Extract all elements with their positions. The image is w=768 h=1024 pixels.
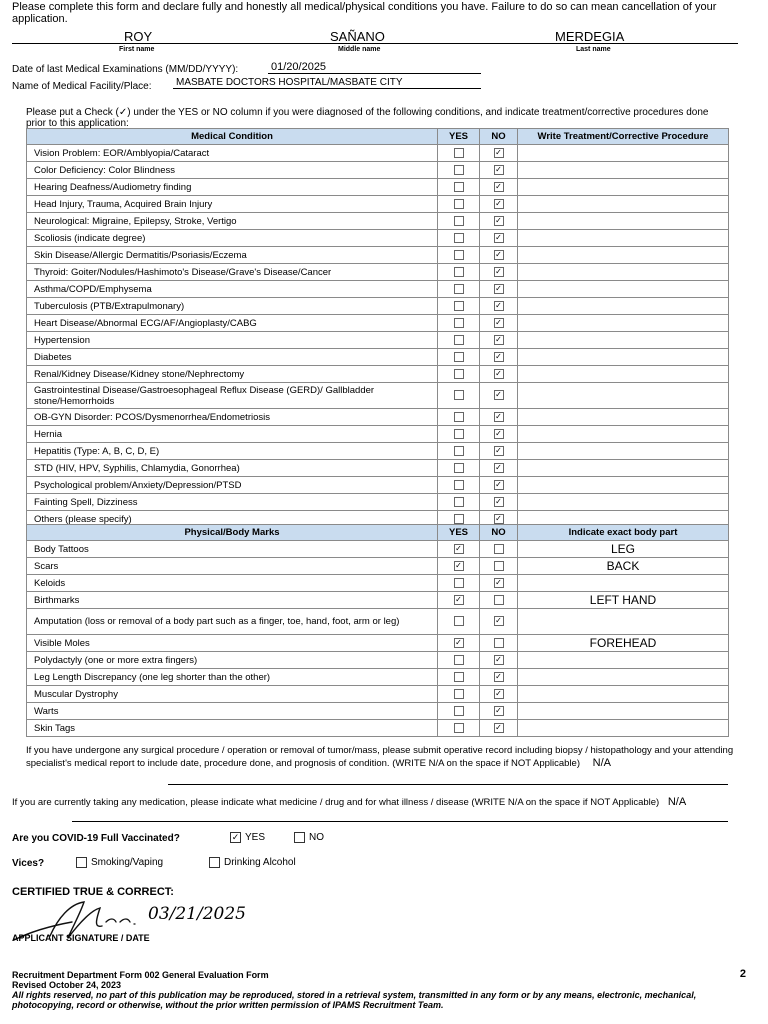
condition-no-checkbox[interactable]: ✓	[495, 479, 502, 489]
condition-note[interactable]	[518, 179, 729, 196]
covid-no-option[interactable]	[294, 832, 324, 843]
body-mark-yes-checkbox[interactable]	[454, 578, 464, 588]
table-row	[27, 494, 729, 511]
last-name-label: Last name	[576, 46, 611, 53]
table-row	[27, 213, 729, 230]
condition-no-checkbox[interactable]: ✓	[495, 317, 502, 327]
condition-note[interactable]	[518, 366, 729, 383]
body-mark-note[interactable]	[518, 669, 729, 686]
body-mark-yes-checkbox[interactable]	[454, 616, 464, 626]
body-mark-note[interactable]	[518, 575, 729, 592]
condition-yes-checkbox[interactable]	[454, 318, 464, 328]
condition-no-cell	[480, 196, 518, 213]
table-row	[27, 349, 729, 366]
header-body-part: Indicate exact body part	[518, 525, 729, 541]
condition-label: Thyroid: Goiter/Nodules/Hashimoto's Disease/Grave's Disease/Cancer	[27, 264, 438, 281]
body-mark-no-checkbox[interactable]: ✓	[495, 671, 502, 681]
table-row	[27, 592, 729, 609]
footer	[12, 970, 752, 1010]
footer-revised: Revised October 24, 2023	[12, 980, 122, 990]
condition-yes-cell	[438, 460, 480, 477]
body-mark-yes-cell	[438, 635, 480, 652]
condition-note[interactable]	[518, 264, 729, 281]
table-row	[27, 298, 729, 315]
condition-note[interactable]	[518, 213, 729, 230]
condition-label: Scoliosis (indicate degree)	[27, 230, 438, 247]
condition-yes-cell	[438, 230, 480, 247]
first-name-label: First name	[119, 46, 155, 53]
body-mark-no-cell	[480, 652, 518, 669]
body-mark-note[interactable]: LEFT HAND	[518, 592, 729, 609]
condition-no-checkbox[interactable]: ✓	[495, 249, 502, 259]
condition-no-cell	[480, 426, 518, 443]
condition-note[interactable]	[518, 409, 729, 426]
condition-label: Renal/Kidney Disease/Kidney stone/Nephrectomy	[27, 366, 438, 383]
condition-note[interactable]	[518, 145, 729, 162]
condition-note[interactable]	[518, 460, 729, 477]
condition-no-cell	[480, 264, 518, 281]
covid-yes-label: YES	[245, 832, 266, 844]
body-mark-yes-cell	[438, 703, 480, 720]
smoking-checkbox[interactable]	[76, 857, 87, 868]
condition-no-checkbox[interactable]: ✓	[495, 334, 502, 344]
body-mark-yes-checkbox[interactable]	[454, 689, 464, 699]
condition-no-cell	[480, 179, 518, 196]
condition-note[interactable]	[518, 332, 729, 349]
body-mark-no-cell	[480, 558, 518, 575]
body-mark-label: Skin Tags	[27, 720, 438, 737]
condition-note[interactable]	[518, 383, 729, 409]
check-instructions: Please put a Check (✓) under the YES or NO column if you were diagnosed of the following conditions, and indicate treatment/corrective procedures done prior to this application:	[26, 107, 709, 129]
body-mark-label: Visible Moles	[27, 635, 438, 652]
condition-note[interactable]	[518, 247, 729, 264]
body-mark-yes-cell	[438, 558, 480, 575]
table-row	[27, 315, 729, 332]
body-mark-label: Amputation (loss or removal of a body part such as a finger, toe, hand, foot, arm or leg)	[27, 609, 438, 635]
body-mark-note[interactable]: FOREHEAD	[518, 635, 729, 652]
alcohol-label: Drinking Alcohol	[224, 857, 296, 869]
body-mark-yes-checkbox[interactable]: ✓	[455, 637, 462, 647]
condition-note[interactable]	[518, 196, 729, 213]
condition-yes-cell	[438, 349, 480, 366]
condition-yes-checkbox[interactable]	[454, 233, 464, 243]
vices-alcohol-option[interactable]	[209, 857, 296, 868]
condition-label: Others (please specify)	[27, 511, 438, 528]
condition-no-checkbox[interactable]: ✓	[495, 266, 502, 276]
facility-label: Name of Medical Facility/Place:	[12, 81, 152, 92]
body-mark-yes-checkbox[interactable]: ✓	[455, 560, 462, 570]
body-mark-yes-cell	[438, 541, 480, 558]
table-row	[27, 264, 729, 281]
condition-no-cell	[480, 494, 518, 511]
condition-no-checkbox[interactable]: ✓	[495, 215, 502, 225]
body-mark-no-cell	[480, 575, 518, 592]
condition-yes-cell	[438, 298, 480, 315]
body-mark-note[interactable]	[518, 609, 729, 635]
condition-yes-checkbox[interactable]	[454, 514, 464, 524]
body-mark-no-checkbox[interactable]	[494, 638, 504, 648]
condition-yes-cell	[438, 264, 480, 281]
medical-condition-table	[26, 128, 729, 528]
surgery-value[interactable]: N/A	[592, 757, 611, 769]
table-row	[27, 541, 729, 558]
condition-note[interactable]	[518, 349, 729, 366]
table-row	[27, 162, 729, 179]
condition-no-checkbox[interactable]: ✓	[495, 198, 502, 208]
page-number: 2	[739, 968, 746, 980]
exam-date-value[interactable]: 01/20/2025	[268, 61, 481, 74]
condition-no-checkbox[interactable]: ✓	[495, 513, 502, 523]
covid-no-label: NO	[309, 832, 324, 844]
condition-note[interactable]	[518, 162, 729, 179]
condition-no-checkbox[interactable]: ✓	[495, 411, 502, 421]
body-mark-no-checkbox[interactable]: ✓	[495, 688, 502, 698]
condition-no-checkbox[interactable]: ✓	[495, 496, 502, 506]
table-row	[27, 179, 729, 196]
body-mark-yes-cell	[438, 609, 480, 635]
table-row	[27, 558, 729, 575]
header-yes: YES	[438, 525, 480, 541]
table-row	[27, 703, 729, 720]
covid-question: Are you COVID-19 Full Vaccinated?	[12, 833, 180, 844]
table-row	[27, 383, 729, 409]
table-row	[27, 426, 729, 443]
first-name-value[interactable]: ROY	[124, 29, 153, 44]
body-mark-no-cell	[480, 592, 518, 609]
covid-yes-checkbox[interactable]: ✓	[231, 832, 240, 842]
table-row	[27, 669, 729, 686]
body-mark-label: Warts	[27, 703, 438, 720]
table-row	[27, 281, 729, 298]
condition-yes-checkbox[interactable]	[454, 352, 464, 362]
condition-label: Hernia	[27, 426, 438, 443]
table-row	[27, 652, 729, 669]
condition-yes-checkbox[interactable]	[454, 497, 464, 507]
condition-note[interactable]	[518, 477, 729, 494]
body-mark-yes-cell	[438, 669, 480, 686]
body-mark-yes-cell	[438, 686, 480, 703]
certified-heading: CERTIFIED TRUE & CORRECT:	[12, 886, 174, 898]
condition-no-cell	[480, 332, 518, 349]
condition-yes-cell	[438, 409, 480, 426]
footer-copyright: All rights reserved, no part of this publication may be reproduced, stored in a retrieval system, transmitted in any form or by any means, electronic, mechanical, photocopying, record or otherwise, without the prior written permission of IPAMS Recruitment Team.	[12, 990, 697, 1010]
surgery-text: If you have undergone any surgical procedure / operation or removal of tumor/mass, please submit operative record including biopsy / histopathology and your attending specialist's medical report to include date, procedure done, and prognosis of condition. (WRITE N/A on the space if NOT Applicable)	[26, 745, 734, 769]
table-row	[27, 686, 729, 703]
body-mark-no-cell	[480, 609, 518, 635]
table-row	[27, 230, 729, 247]
condition-no-cell	[480, 247, 518, 264]
table-row	[27, 635, 729, 652]
header-physical-marks: Physical/Body Marks	[27, 525, 438, 541]
condition-note[interactable]	[518, 315, 729, 332]
condition-label: Diabetes	[27, 349, 438, 366]
condition-no-cell	[480, 162, 518, 179]
body-mark-no-cell	[480, 686, 518, 703]
body-mark-no-cell	[480, 720, 518, 737]
condition-note[interactable]	[518, 494, 729, 511]
condition-label: Color Deficiency: Color Blindness	[27, 162, 438, 179]
alcohol-checkbox[interactable]	[209, 857, 220, 868]
condition-yes-checkbox[interactable]	[454, 446, 464, 456]
condition-yes-cell	[438, 213, 480, 230]
body-mark-no-checkbox[interactable]	[494, 544, 504, 554]
condition-yes-cell	[438, 332, 480, 349]
body-mark-no-checkbox[interactable]	[494, 561, 504, 571]
condition-label: Hearing Deafness/Audiometry finding	[27, 179, 438, 196]
condition-yes-checkbox[interactable]	[454, 148, 464, 158]
condition-yes-cell	[438, 366, 480, 383]
condition-no-checkbox[interactable]: ✓	[495, 283, 502, 293]
table-row	[27, 196, 729, 213]
covid-no-checkbox[interactable]	[294, 832, 305, 843]
condition-yes-cell	[438, 477, 480, 494]
middle-name-label: Middle name	[338, 46, 381, 53]
condition-yes-checkbox[interactable]	[454, 480, 464, 490]
condition-label: Tuberculosis (PTB/Extrapulmonary)	[27, 298, 438, 315]
condition-no-cell	[480, 383, 518, 409]
table-row	[27, 460, 729, 477]
condition-yes-cell	[438, 247, 480, 264]
condition-no-checkbox[interactable]: ✓	[495, 181, 502, 191]
body-mark-no-checkbox[interactable]	[494, 595, 504, 605]
condition-yes-checkbox[interactable]	[454, 335, 464, 345]
header-yes: YES	[438, 129, 480, 145]
table-row	[27, 409, 729, 426]
condition-note[interactable]	[518, 281, 729, 298]
table-row	[27, 609, 729, 635]
body-mark-yes-cell	[438, 575, 480, 592]
medication-text: If you are currently taking any medication, please indicate what medicine / drug and for what illness / disease (WRITE N/A on the space if NOT Applicable)	[12, 797, 660, 808]
condition-yes-checkbox[interactable]	[454, 369, 464, 379]
body-mark-label: Polydactyly (one or more extra fingers)	[27, 652, 438, 669]
condition-yes-checkbox[interactable]	[454, 429, 464, 439]
table-row	[27, 247, 729, 264]
condition-yes-checkbox[interactable]	[454, 165, 464, 175]
body-mark-no-checkbox[interactable]: ✓	[495, 722, 502, 732]
condition-yes-checkbox[interactable]	[454, 216, 464, 226]
condition-label: Skin Disease/Allergic Dermatitis/Psoriasis/Eczema	[27, 247, 438, 264]
body-mark-note[interactable]	[518, 720, 729, 737]
body-mark-yes-checkbox[interactable]: ✓	[455, 594, 462, 604]
condition-label: Psychological problem/Anxiety/Depression/PTSD	[27, 477, 438, 494]
condition-label: Asthma/COPD/Emphysema	[27, 281, 438, 298]
condition-label: Vision Problem: EOR/Amblyopia/Cataract	[27, 145, 438, 162]
condition-label: Fainting Spell, Dizziness	[27, 494, 438, 511]
condition-note[interactable]	[518, 443, 729, 460]
header-no: NO	[480, 129, 518, 145]
body-mark-note[interactable]: LEG	[518, 541, 729, 558]
table-row	[27, 145, 729, 162]
body-mark-yes-checkbox[interactable]	[454, 655, 464, 665]
last-name-value[interactable]: MERDEGIA	[555, 29, 625, 44]
body-mark-label: Scars	[27, 558, 438, 575]
body-mark-yes-checkbox[interactable]: ✓	[455, 543, 462, 553]
condition-label: Gastrointestinal Disease/Gastroesophageal Reflux Disease (GERD)/ Gallbladder stone/Hemorrhoids	[27, 383, 438, 409]
condition-yes-checkbox[interactable]	[454, 390, 464, 400]
condition-label: Head Injury, Trauma, Acquired Brain Injury	[27, 196, 438, 213]
body-mark-label: Muscular Dystrophy	[27, 686, 438, 703]
condition-no-cell	[480, 477, 518, 494]
table-row	[27, 477, 729, 494]
table-row	[27, 720, 729, 737]
body-mark-no-cell	[480, 669, 518, 686]
smoking-label: Smoking/Vaping	[91, 857, 164, 869]
condition-note[interactable]	[518, 298, 729, 315]
condition-yes-cell	[438, 443, 480, 460]
condition-yes-cell	[438, 145, 480, 162]
body-mark-no-checkbox[interactable]: ✓	[495, 616, 502, 626]
condition-no-checkbox[interactable]: ✓	[495, 368, 502, 378]
medication-value[interactable]: N/A	[667, 796, 687, 808]
condition-no-checkbox[interactable]: ✓	[495, 164, 502, 174]
condition-yes-cell	[438, 494, 480, 511]
condition-label: Heart Disease/Abnormal ECG/AF/Angioplasty/CABG	[27, 315, 438, 332]
body-mark-yes-cell	[438, 652, 480, 669]
condition-yes-checkbox[interactable]	[454, 267, 464, 277]
body-mark-yes-cell	[438, 720, 480, 737]
body-mark-no-checkbox[interactable]: ✓	[495, 705, 502, 715]
surgery-underline	[168, 784, 728, 785]
condition-yes-cell	[438, 426, 480, 443]
condition-yes-checkbox[interactable]	[454, 250, 464, 260]
condition-label: Hepatitis (Type: A, B, C, D, E)	[27, 443, 438, 460]
condition-no-cell	[480, 230, 518, 247]
footer-form-name: Recruitment Department Form 002 General Evaluation Form	[12, 970, 269, 980]
facility-value[interactable]: MASBATE DOCTORS HOSPITAL/MASBATE CITY	[173, 77, 481, 89]
condition-no-checkbox[interactable]: ✓	[495, 462, 502, 472]
table-row	[27, 575, 729, 592]
condition-note[interactable]	[518, 230, 729, 247]
condition-no-checkbox[interactable]: ✓	[495, 445, 502, 455]
condition-yes-cell	[438, 196, 480, 213]
table-row	[27, 366, 729, 383]
condition-yes-cell	[438, 383, 480, 409]
condition-label: OB-GYN Disorder: PCOS/Dysmenorrhea/Endometriosis	[27, 409, 438, 426]
body-mark-no-cell	[480, 541, 518, 558]
body-mark-label: Leg Length Discrepancy (one leg shorter than the other)	[27, 669, 438, 686]
header-treatment: Write Treatment/Corrective Procedure	[518, 129, 729, 145]
body-mark-note[interactable]	[518, 686, 729, 703]
condition-no-checkbox[interactable]: ✓	[495, 351, 502, 361]
condition-label: STD (HIV, HPV, Syphilis, Chlamydia, Gonorrhea)	[27, 460, 438, 477]
medication-paragraph	[12, 796, 738, 809]
table-row	[27, 332, 729, 349]
condition-no-checkbox[interactable]: ✓	[495, 390, 502, 400]
signature-label: APPLICANT SIGNATURE / DATE	[12, 933, 150, 943]
exam-date-label: Date of last Medical Examinations (MM/DD/YYYY):	[12, 64, 239, 75]
condition-no-cell	[480, 281, 518, 298]
covid-yes-option[interactable]	[230, 832, 265, 843]
body-mark-label: Body Tattoos	[27, 541, 438, 558]
body-mark-label: Birthmarks	[27, 592, 438, 609]
signature-date: 03/21/2025	[148, 904, 246, 924]
condition-no-cell	[480, 298, 518, 315]
body-mark-label: Keloids	[27, 575, 438, 592]
condition-yes-cell	[438, 281, 480, 298]
condition-no-checkbox[interactable]: ✓	[495, 147, 502, 157]
condition-note[interactable]	[518, 426, 729, 443]
condition-yes-checkbox[interactable]	[454, 463, 464, 473]
condition-no-checkbox[interactable]: ✓	[495, 300, 502, 310]
condition-yes-checkbox[interactable]	[454, 301, 464, 311]
surgery-paragraph	[26, 745, 736, 770]
body-mark-yes-checkbox[interactable]	[454, 706, 464, 716]
condition-no-cell	[480, 366, 518, 383]
middle-name-value[interactable]: SAÑANO	[330, 29, 385, 44]
body-mark-no-checkbox[interactable]: ✓	[495, 577, 502, 587]
intro-text: Please complete this form and declare fully and honestly all medical/physical conditions you have. Failure to do so can mean cancellation of your application.	[12, 1, 717, 25]
condition-yes-checkbox[interactable]	[454, 284, 464, 294]
condition-yes-checkbox[interactable]	[454, 182, 464, 192]
body-mark-no-cell	[480, 635, 518, 652]
body-mark-note[interactable]	[518, 703, 729, 720]
medication-underline	[72, 821, 728, 822]
condition-yes-cell	[438, 179, 480, 196]
condition-no-cell	[480, 460, 518, 477]
condition-no-checkbox[interactable]: ✓	[495, 428, 502, 438]
body-mark-no-checkbox[interactable]: ✓	[495, 654, 502, 664]
body-mark-note[interactable]: BACK	[518, 558, 729, 575]
header-no: NO	[480, 525, 518, 541]
name-underline	[12, 43, 738, 44]
table-row	[27, 443, 729, 460]
condition-no-cell	[480, 315, 518, 332]
condition-yes-checkbox[interactable]	[454, 199, 464, 209]
body-mark-yes-checkbox[interactable]	[454, 723, 464, 733]
condition-yes-cell	[438, 162, 480, 179]
condition-no-cell	[480, 213, 518, 230]
condition-yes-checkbox[interactable]	[454, 412, 464, 422]
condition-no-cell	[480, 145, 518, 162]
header-medical-condition: Medical Condition	[27, 129, 438, 145]
vices-question: Vices?	[12, 858, 45, 869]
condition-yes-cell	[438, 315, 480, 332]
condition-no-cell	[480, 409, 518, 426]
physical-marks-table	[26, 524, 729, 737]
vices-smoking-option[interactable]	[76, 857, 163, 868]
condition-no-cell	[480, 443, 518, 460]
condition-no-checkbox[interactable]: ✓	[495, 232, 502, 242]
body-mark-yes-checkbox[interactable]	[454, 672, 464, 682]
body-mark-no-cell	[480, 703, 518, 720]
condition-no-cell	[480, 349, 518, 366]
body-mark-note[interactable]	[518, 652, 729, 669]
condition-label: Neurological: Migraine, Epilepsy, Stroke, Vertigo	[27, 213, 438, 230]
body-mark-yes-cell	[438, 592, 480, 609]
condition-label: Hypertension	[27, 332, 438, 349]
